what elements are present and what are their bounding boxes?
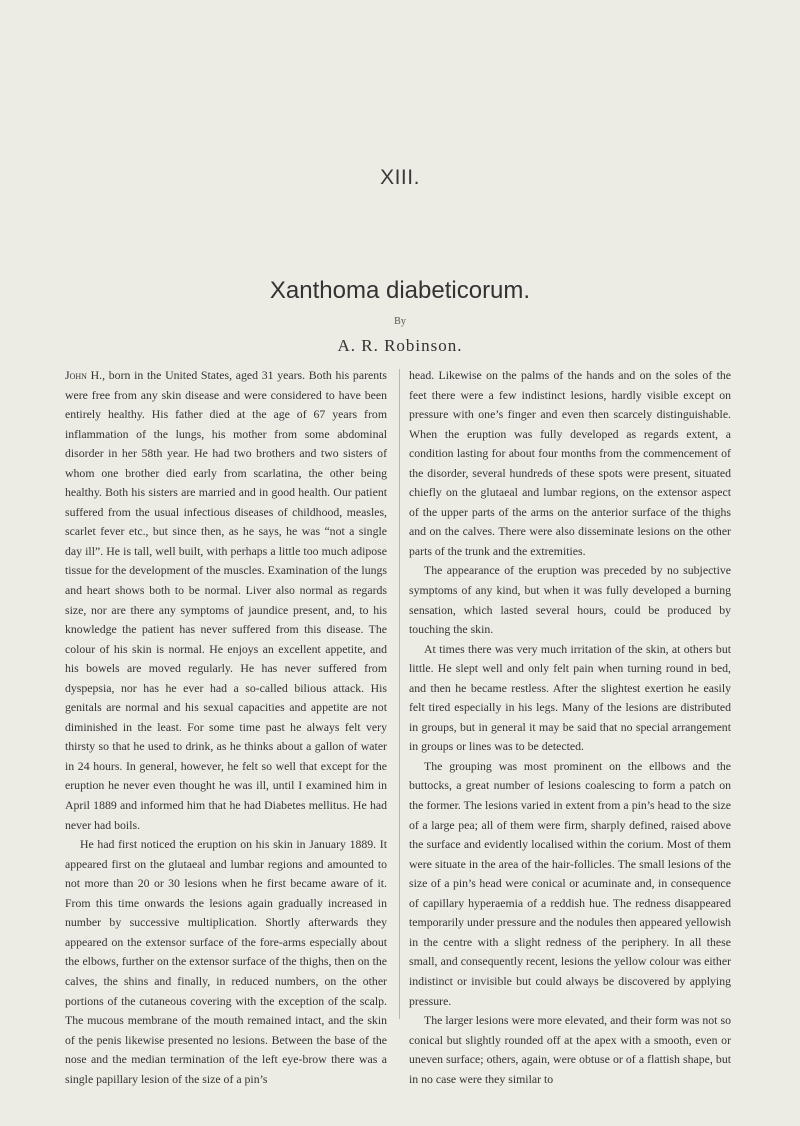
paragraph: At times there was very much irritation of the skin, at others but little. He slept well and only felt pain when turning round in bed, and then he became restless. After the slightest exertion he easily felt tired especially in his legs. Many of the lesions are distributed in groups, but in general it may be said that no special arrangement in groups or lines was to be detected. [409, 641, 731, 754]
paragraph [65, 366, 387, 835]
article-title: Xanthoma diabeticorum. [269, 277, 531, 304]
paragraph: head. Likewise on the palms of the hands and on the soles of the feet there were a few indistinct lesions, hardly visible except on pressure with one’s finger and even then scarcely distinguishable. When the eruption was fully developed as regards extent, a condition lasting for about four months from the commencement of the disorder, several hundreds of these spots were present, situated chiefly on the glutaeal and lumbar regions, on the extensor aspect of the upper parts of the arms on the anterior surface of the thighs and on the calves. There were also disseminate lesions on the other parts of the trunk and the extremities. [409, 368, 731, 558]
paragraph: The appearance of the eruption was preceded by no subjective symptoms of any kind, but when it was fully developed a burning sensation, which lasted several hours, could be produced by touching the skin. [409, 563, 731, 637]
author-name: A. R. Robinson. [337, 336, 463, 355]
lead-word: John [65, 368, 87, 382]
chapter-numeral: XIII. [380, 166, 420, 189]
left-text-column [65, 366, 387, 1089]
paragraph-text: H., born in the United States, aged 31 years. Both his parents were free from any skin disease and were considered to have been entirely healthy. His father died at the age of 67 years from inflammation of the lungs, his mother from some abdominal disorder in her 58th year. He had two brothers and two sisters of whom one brother died early from scarlatina, the other being healthy. Both his sisters are married and in good health. Our patient suffered from the usual infectious diseases of childhood, measles, scarlet fever etc., but since then, as he says, he was “not a single day ill”. He is tall, well built, with perhaps a little too much adipose tissue for the development of the muscles. Examination of the lungs and heart shows both to be normal. Liver also normal as regards size, nor are there any symptoms of jaundice present, and, to his knowledge the patient has never suffered from this disease. The colour of his skin is normal. He enjoys an excellent appetite, and his bowels are moved regularly. He has never suffered from dyspepsia, nor has he ever had a so-called bilious attack. His genitals are normal and his sexual capacities and appetite are not diminished in the least. For some time past he always felt very thirsty so that he used to drink, as he thinks about a gallon of water in 24 hours. In general, however, he felt so well that except for the eruption he never even thought he was ill, until I examined him in April 1889 and informed him that he had Diabetes mellitus. He had never had boils. [65, 368, 387, 832]
byline-label: By [394, 316, 406, 327]
right-text-column [409, 366, 731, 1089]
column-divider [399, 369, 400, 1019]
paragraph: The grouping was most prominent on the ellbows and the buttocks, a great number of lesions coalescing to form a patch on the former. The lesions varied in extent from a pin’s head to the size of a large pea; all of them were firm, sharply defined, raised above the surface and evidently localised within the corium. Most of them were situate in the area of the hair-follicles. The small lesions of the size of a pin’s head were conical or acuminate and, in consequence of capillary hyperaemia of a reddish hue. The redness disappeared temporarily under pressure and the nodules then appeared yellowish in the centre with a slight redness of the periphery. In all these small, and consequently recent, lesions the yellow colour was either indistinct or invisible but could always be discovered by applying pressure. [409, 758, 731, 1008]
paragraph: The larger lesions were more elevated, and their form was not so conical but slightly rounded off at the apex with a smooth, even or uneven surface; others, again, were obtuse or of a flattish shape, but in no case were they similar to [409, 1013, 731, 1086]
paragraph: He had first noticed the eruption on his skin in January 1889. It appeared first on the glutaeal and lumbar regions and amounted to not more than 20 or 30 lesions when he first became aware of it. From this time onwards the lesions again gradually increased in number by successive multiplication. Shortly afterwards they appeared on the extensor surface of the fore-arms especially about the elbows, further on the extensor surface of the thighs, then on the calves, the shins and finally, in reduced numbers, on the other portions of the cutaneous covering with the exception of the scalp. The mucous membrane of the mouth remained intact, and the skin of the penis likewise presented no lesions. Between the base of the nose and the median termination of the left eye-brow there was a single papillary lesion of the size of a pin’s [65, 837, 387, 1086]
